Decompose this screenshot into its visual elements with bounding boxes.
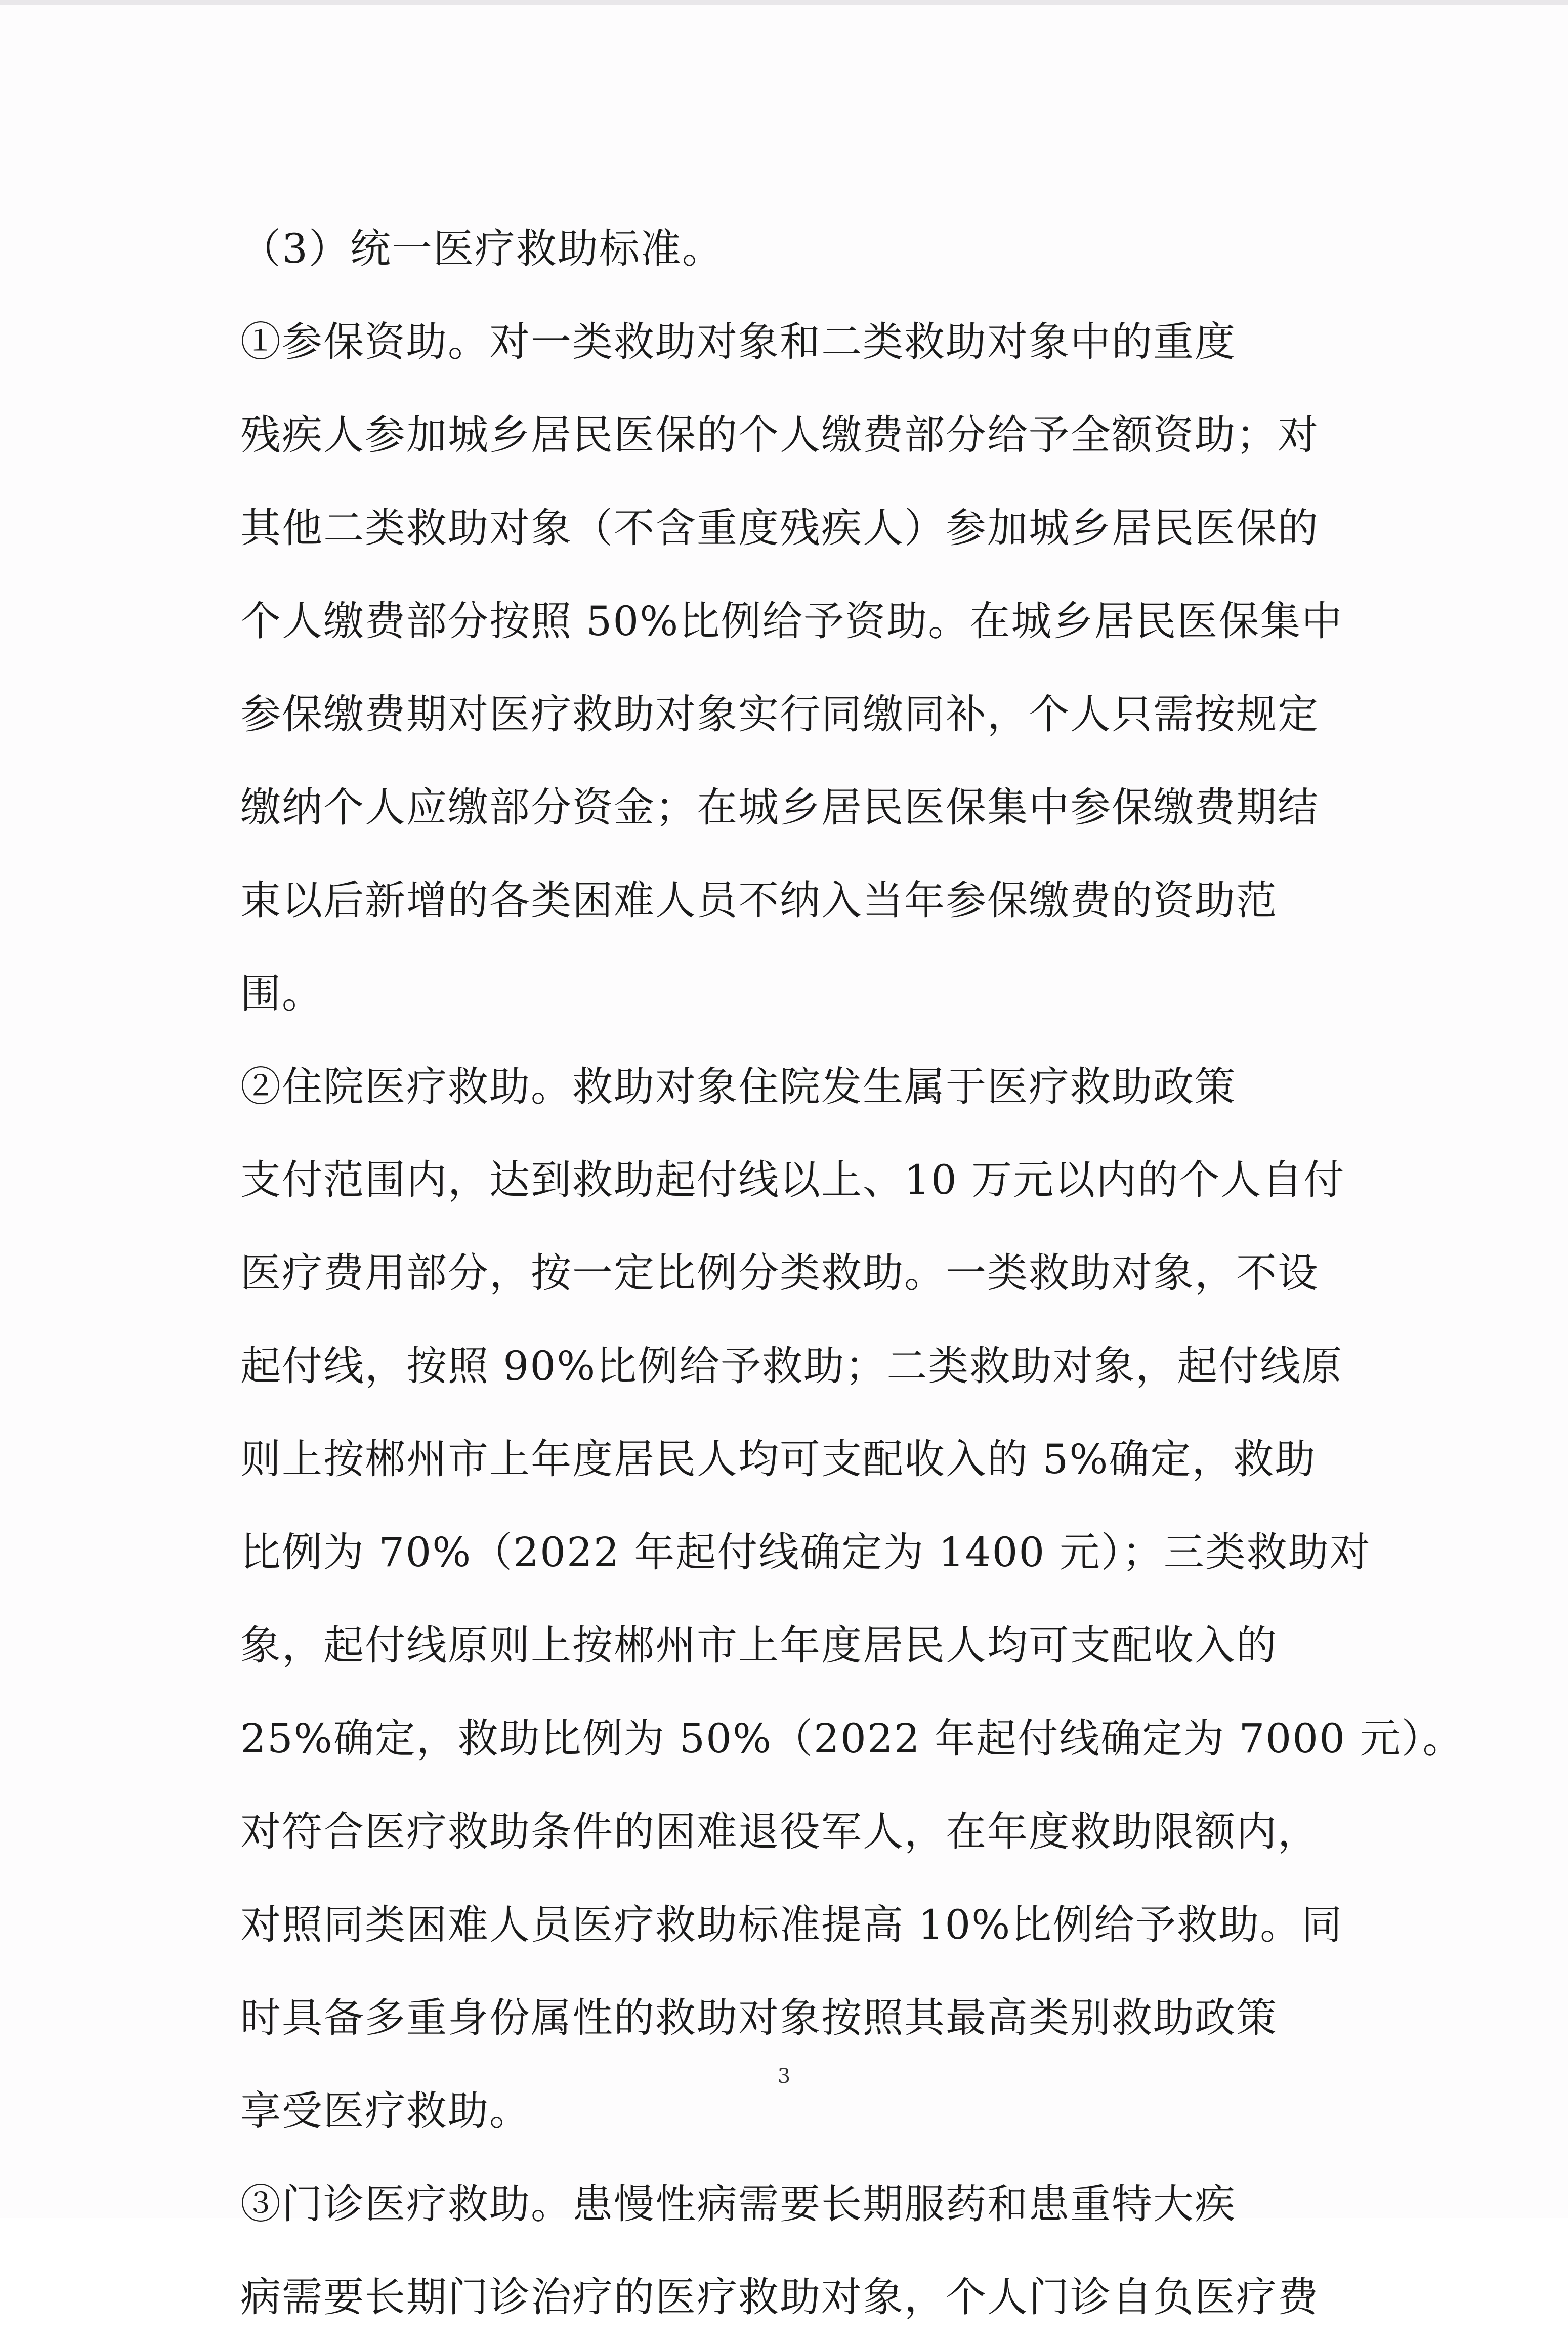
section-heading-3: （3）统一医疗救助标准。	[240, 225, 724, 272]
paragraph-line: 25%确定，救助比例为 50%（2022 年起付线确定为 7000 元）。	[240, 1715, 1464, 1762]
paragraph-line: 缴纳个人应缴部分资金；在城乡居民医保集中参保缴费期结	[240, 784, 1319, 831]
paragraph-line: 围。	[240, 970, 323, 1017]
paragraph-line: 个人缴费部分按照 50%比例给予资助。在城乡居民医保集中	[240, 598, 1343, 645]
paragraph-line: 象，起付线原则上按郴州市上年度居民人均可支配收入的	[240, 1622, 1278, 1669]
paragraph-line: 则上按郴州市上年度居民人均可支配收入的 5%确定，救助	[240, 1436, 1317, 1483]
paragraph-line: ①参保资助。对一类救助对象和二类救助对象中的重度	[240, 318, 1236, 365]
paragraph-line: 支付范围内，达到救助起付线以上、10 万元以内的个人自付	[240, 1156, 1345, 1203]
paragraph-line: 起付线，按照 90%比例给予救助；二类救助对象，起付线原	[240, 1343, 1343, 1390]
paragraph-line: 病需要长期门诊治疗的医疗救助对象，个人门诊自负医疗费	[240, 2274, 1319, 2321]
paragraph-line: 比例为 70%（2022 年起付线确定为 1400 元）；三类救助对	[240, 1529, 1371, 1576]
paragraph-line: ③门诊医疗救助。患慢性病需要长期服药和患重特大疾	[240, 2181, 1236, 2228]
body-text	[240, 202, 1464, 2344]
paragraph-line: 参保缴费期对医疗救助对象实行同缴同补，个人只需按规定	[240, 691, 1319, 738]
paragraph-line: 享受医疗救助。	[240, 2087, 531, 2134]
paragraph-line: 医疗费用部分，按一定比例分类救助。一类救助对象，不设	[240, 1249, 1319, 1296]
paragraph-line: 残疾人参加城乡居民医保的个人缴费部分给予全额资助；对	[240, 411, 1319, 458]
page-number: 3	[777, 2065, 791, 2088]
paragraph-line: ②住院医疗救助。救助对象住院发生属于医疗救助政策	[240, 1063, 1236, 1110]
paragraph-line: 束以后新增的各类困难人员不纳入当年参保缴费的资助范	[240, 877, 1278, 924]
scan-top-edge	[0, 0, 1568, 5]
paragraph-line: 对符合医疗救助条件的困难退役军人，在年度救助限额内，	[240, 1808, 1319, 1855]
paragraph-line: 对照同类困难人员医疗救助标准提高 10%比例给予救助。同	[240, 1901, 1343, 1948]
paragraph-line: 时具备多重身份属性的救助对象按照其最高类别救助政策	[240, 1994, 1278, 2041]
paragraph-line: 其他二类救助对象（不含重度残疾人）参加城乡居民医保的	[240, 505, 1319, 552]
